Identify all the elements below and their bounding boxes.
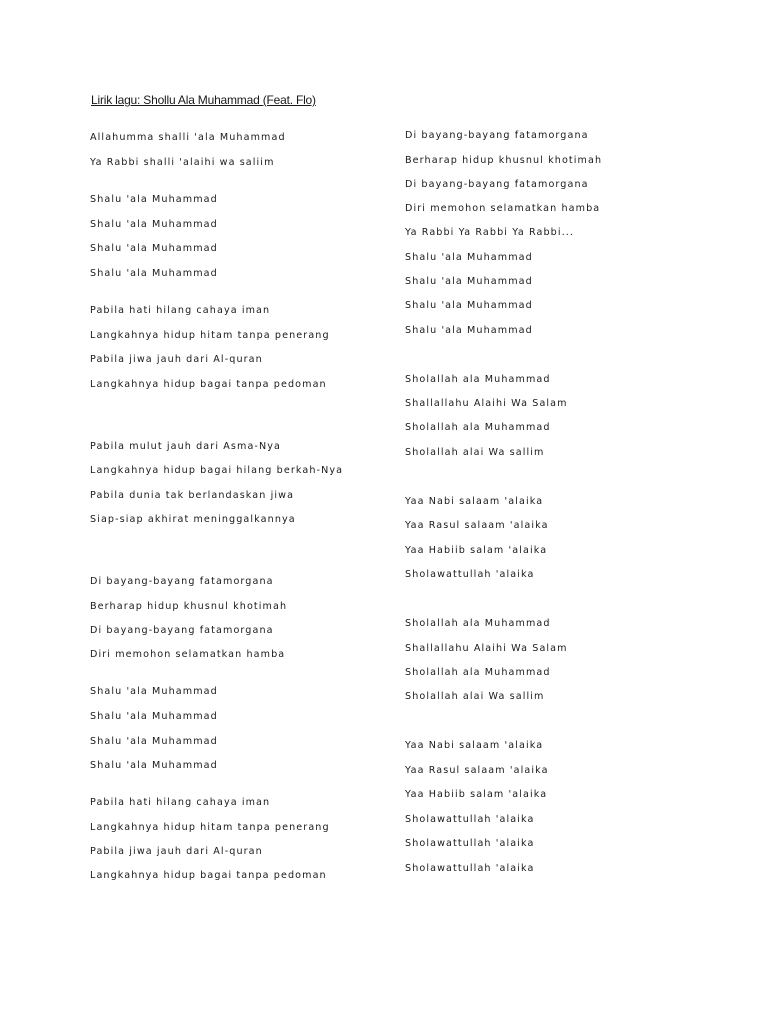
lyric-line: Shalu 'ala Muhammad bbox=[405, 276, 533, 287]
lyric-line: Langkahnya hidup bagai tanpa pedoman bbox=[90, 870, 327, 881]
lyric-line: Sholallah ala Muhammad bbox=[405, 374, 551, 385]
lyric-line: Yaa Nabi salaam 'alaika bbox=[405, 496, 544, 507]
lyric-line: Pabila jiwa jauh dari Al-quran bbox=[90, 846, 263, 857]
lyric-line: Sholallah ala Muhammad bbox=[405, 618, 551, 629]
lyric-line: Di bayang-bayang fatamorgana bbox=[90, 625, 274, 636]
lyric-line: Pabila mulut jauh dari Asma-Nya bbox=[90, 441, 282, 452]
lyric-line: Langkahnya hidup hitam tanpa penerang bbox=[90, 330, 330, 341]
lyric-line: Shalu 'ala Muhammad bbox=[90, 268, 218, 279]
lyric-line: Di bayang-bayang fatamorgana bbox=[90, 576, 274, 587]
lyric-line: Di bayang-bayang fatamorgana bbox=[405, 179, 589, 190]
lyric-line: Yaa Habiib salam 'alaika bbox=[405, 789, 548, 800]
lyric-line: Yaa Rasul salaam 'alaika bbox=[405, 765, 549, 776]
lyric-line: Sholawattullah 'alaika bbox=[405, 863, 535, 874]
lyric-line: Berharap hidup khusnul khotimah bbox=[405, 155, 603, 166]
lyric-line: Langkahnya hidup bagai tanpa pedoman bbox=[90, 379, 327, 390]
lyric-line: Shalu 'ala Muhammad bbox=[405, 252, 533, 263]
lyric-line: Yaa Nabi salaam 'alaika bbox=[405, 740, 544, 751]
lyric-line: Sholallah alai Wa sallim bbox=[405, 691, 545, 702]
lyric-line: Ya Rabbi shalli 'alaihi wa saliim bbox=[90, 157, 275, 168]
lyric-line: Shallallahu Alaihi Wa Salam bbox=[405, 643, 568, 654]
lyric-line: Pabila hati hilang cahaya iman bbox=[90, 305, 271, 316]
lyric-line: Diri memohon selamatkan hamba bbox=[405, 203, 601, 214]
lyric-line: Sholawattullah 'alaika bbox=[405, 838, 535, 849]
lyric-line: Shalu 'ala Muhammad bbox=[90, 686, 218, 697]
document-title: Lirik lagu: Shollu Ala Muhammad (Feat. Flo) bbox=[91, 93, 316, 107]
lyric-line: Shallallahu Alaihi Wa Salam bbox=[405, 398, 568, 409]
lyric-line: Yaa Habiib salam 'alaika bbox=[405, 545, 548, 556]
lyric-line: Langkahnya hidup bagai hilang berkah-Nya bbox=[90, 465, 344, 476]
lyric-line: Shalu 'ala Muhammad bbox=[90, 711, 218, 722]
lyric-line: Shalu 'ala Muhammad bbox=[90, 219, 218, 230]
lyric-line: Shalu 'ala Muhammad bbox=[90, 760, 218, 771]
lyric-line: Shalu 'ala Muhammad bbox=[90, 194, 218, 205]
lyric-line: Shalu 'ala Muhammad bbox=[405, 325, 533, 336]
lyric-line: Pabila dunia tak berlandaskan jiwa bbox=[90, 490, 295, 501]
lyric-line: Sholallah ala Muhammad bbox=[405, 422, 551, 433]
lyric-line: Berharap hidup khusnul khotimah bbox=[90, 601, 288, 612]
lyric-line: Langkahnya hidup hitam tanpa penerang bbox=[90, 822, 330, 833]
lyric-line: Di bayang-bayang fatamorgana bbox=[405, 130, 589, 141]
lyric-line: Sholawattullah 'alaika bbox=[405, 569, 535, 580]
lyric-line: Shalu 'ala Muhammad bbox=[405, 300, 533, 311]
lyric-line: Siap-siap akhirat meninggalkannya bbox=[90, 514, 296, 525]
lyric-line: Yaa Rasul salaam 'alaika bbox=[405, 520, 549, 531]
lyric-line: Sholawattullah 'alaika bbox=[405, 814, 535, 825]
lyric-line: Sholallah ala Muhammad bbox=[405, 667, 551, 678]
lyric-line: Pabila hati hilang cahaya iman bbox=[90, 797, 271, 808]
lyric-line: Diri memohon selamatkan hamba bbox=[90, 649, 286, 660]
lyric-line: Ya Rabbi Ya Rabbi Ya Rabbi... bbox=[405, 227, 575, 238]
lyric-line: Allahumma shalli 'ala Muhammad bbox=[90, 132, 286, 143]
lyric-line: Shalu 'ala Muhammad bbox=[90, 243, 218, 254]
lyric-line: Pabila jiwa jauh dari Al-quran bbox=[90, 354, 263, 365]
lyric-line: Sholallah alai Wa sallim bbox=[405, 447, 545, 458]
lyric-line: Shalu 'ala Muhammad bbox=[90, 736, 218, 747]
